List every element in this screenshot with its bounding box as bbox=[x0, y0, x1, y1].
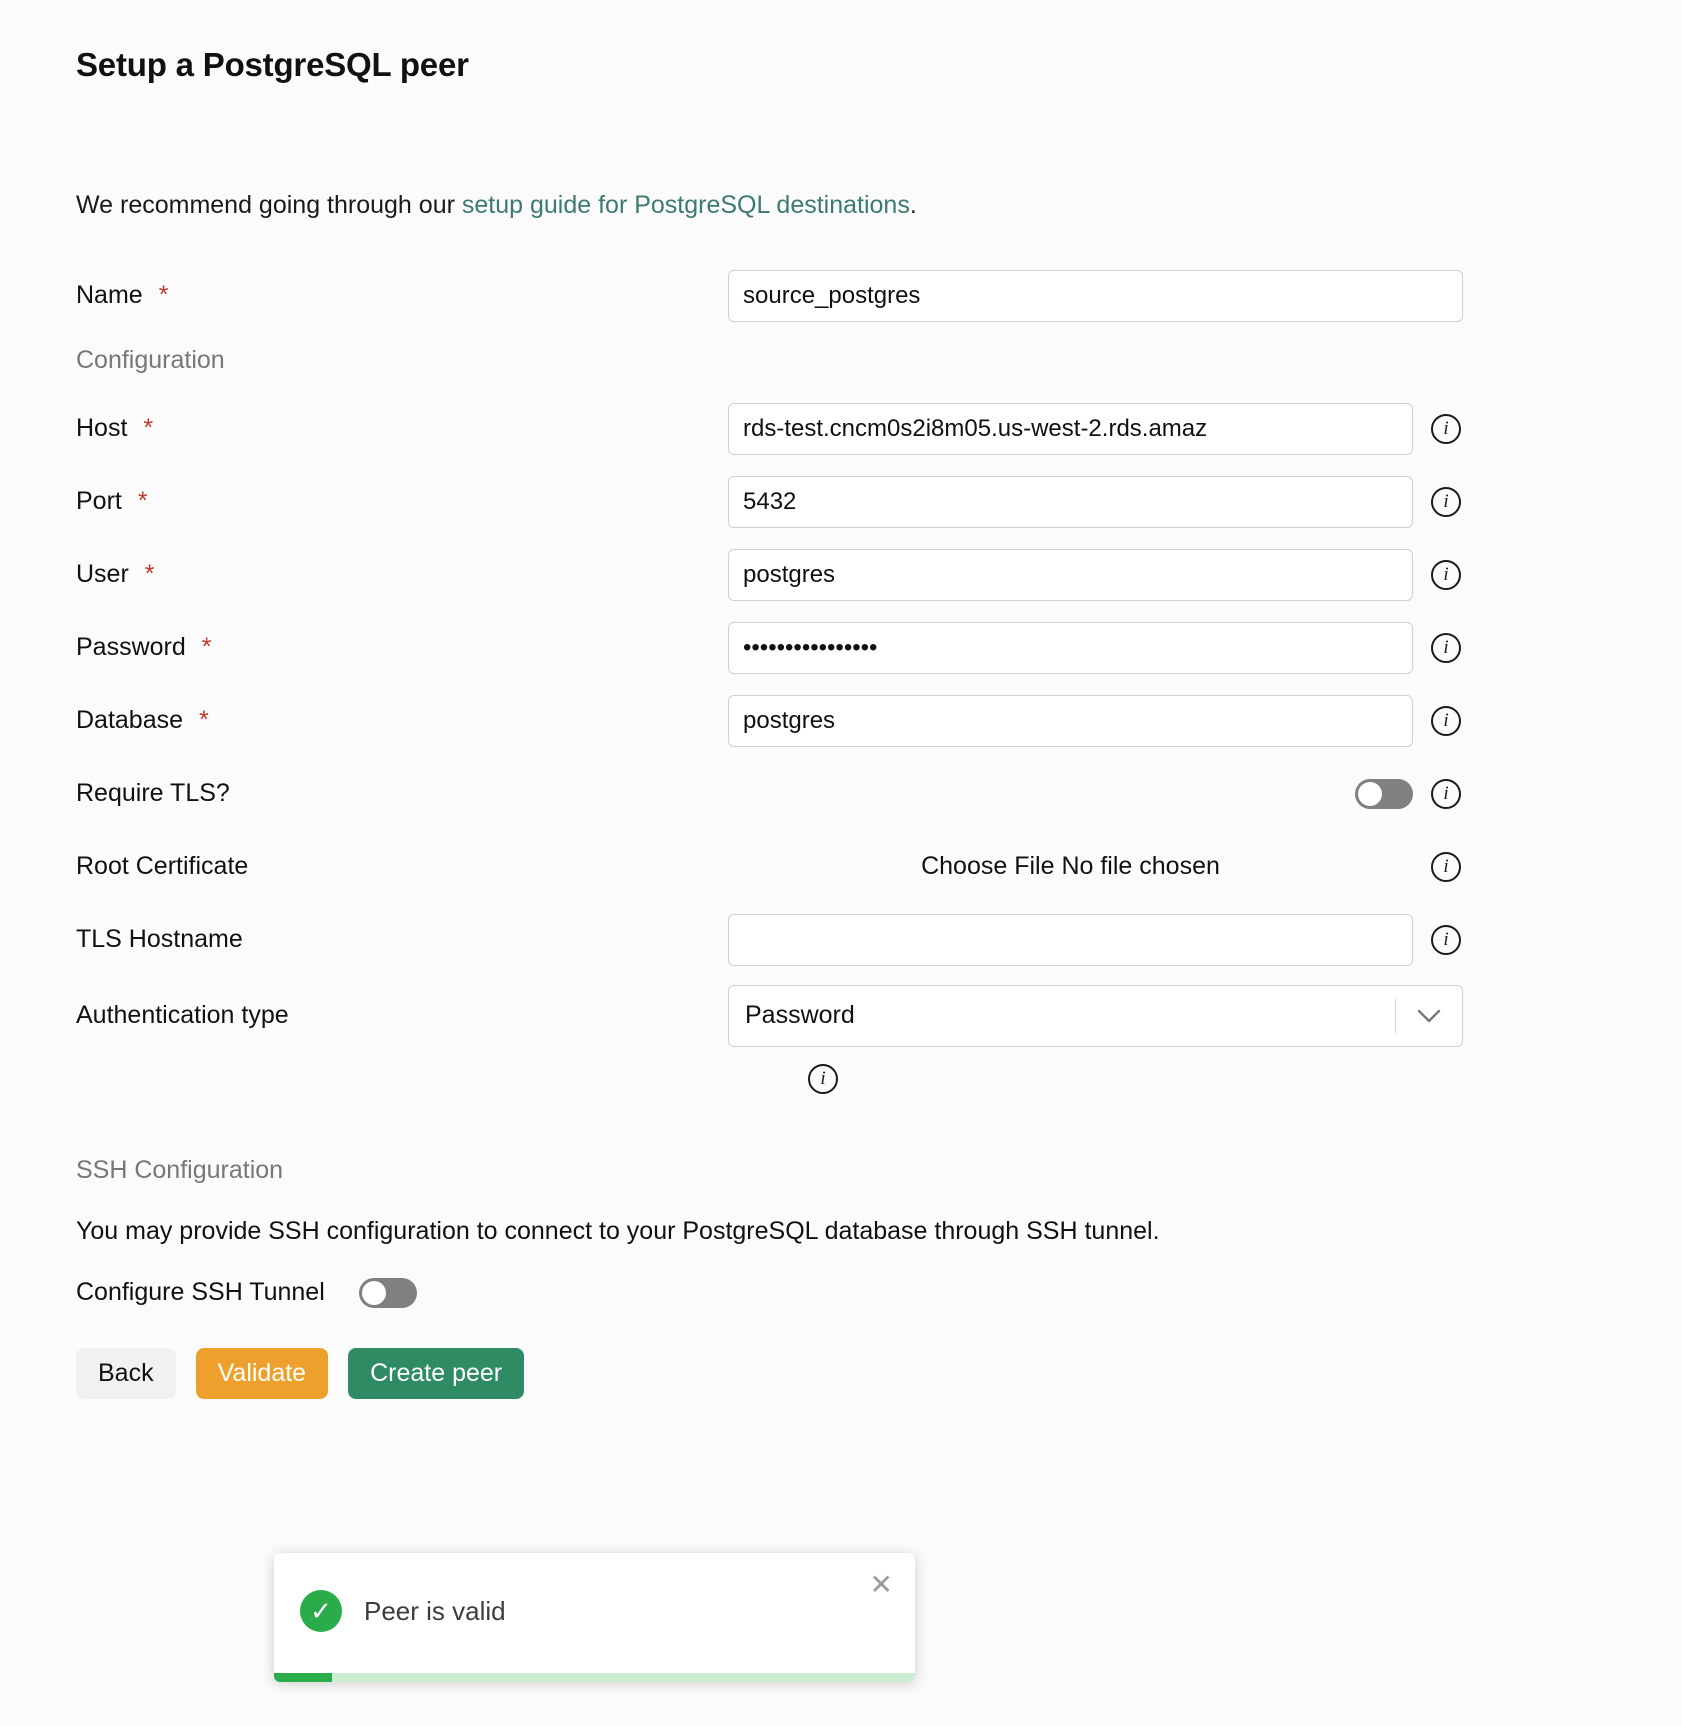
file-status-text: No file chosen bbox=[1061, 852, 1220, 880]
port-label-group bbox=[76, 487, 728, 516]
row-authentication-type bbox=[76, 985, 1606, 1047]
row-user bbox=[76, 547, 1606, 603]
info-icon[interactable]: i bbox=[1431, 779, 1461, 809]
database-label-group bbox=[76, 706, 728, 735]
intro-suffix: . bbox=[909, 191, 917, 219]
info-icon[interactable]: i bbox=[1431, 925, 1461, 955]
configuration-section-label: Configuration bbox=[76, 345, 225, 374]
user-required-asterisk: * bbox=[144, 560, 155, 588]
database-label: Database bbox=[76, 706, 184, 734]
require-tls-toggle[interactable] bbox=[1355, 779, 1413, 809]
database-input[interactable] bbox=[728, 695, 1413, 747]
require-tls-label: Require TLS? bbox=[76, 779, 230, 807]
row-port bbox=[76, 474, 1606, 530]
name-input[interactable] bbox=[728, 270, 1463, 322]
host-required-asterisk: * bbox=[143, 414, 154, 442]
info-icon[interactable]: i bbox=[1431, 633, 1461, 663]
user-field-group bbox=[728, 549, 1461, 601]
authentication-type-info-row bbox=[76, 1064, 1606, 1094]
authentication-type-select[interactable] bbox=[728, 985, 1463, 1047]
database-field-group bbox=[728, 695, 1461, 747]
authentication-type-label: Authentication type bbox=[76, 1001, 289, 1029]
require-tls-toggle-wrap bbox=[728, 779, 1413, 809]
row-host bbox=[76, 401, 1606, 457]
toast-progress-track bbox=[274, 1673, 915, 1682]
ssh-tunnel-toggle-row bbox=[76, 1278, 1606, 1308]
info-icon[interactable]: i bbox=[1431, 706, 1461, 736]
ssh-configuration-heading: SSH Configuration bbox=[76, 1155, 284, 1184]
name-field-group bbox=[728, 270, 1463, 322]
password-label-group bbox=[76, 633, 728, 662]
database-required-asterisk: * bbox=[199, 706, 209, 734]
host-label-group bbox=[76, 414, 728, 443]
chevron-down-icon[interactable] bbox=[1396, 1008, 1462, 1024]
password-field-group bbox=[728, 622, 1461, 674]
peer-form bbox=[76, 268, 1606, 1094]
toast-progress-bar bbox=[274, 1673, 332, 1682]
info-icon[interactable]: i bbox=[808, 1064, 838, 1094]
port-field-group bbox=[728, 476, 1461, 528]
name-label: Name bbox=[76, 281, 143, 309]
require-tls-field-group bbox=[728, 779, 1461, 809]
back-button[interactable]: Back bbox=[76, 1348, 176, 1400]
info-icon[interactable]: i bbox=[1431, 414, 1461, 444]
ssh-tunnel-toggle[interactable] bbox=[359, 1278, 417, 1308]
authentication-type-field-group bbox=[728, 985, 1463, 1047]
tls-hostname-field-group bbox=[728, 914, 1461, 966]
row-password bbox=[76, 620, 1606, 676]
spacer bbox=[76, 1064, 728, 1094]
tls-hostname-input[interactable] bbox=[728, 914, 1413, 966]
name-required-asterisk: * bbox=[158, 281, 169, 309]
choose-file-button[interactable]: Choose File bbox=[921, 852, 1055, 880]
create-peer-button[interactable]: Create peer bbox=[348, 1348, 524, 1400]
row-require-tls bbox=[76, 766, 1606, 822]
name-label-group bbox=[76, 281, 728, 310]
host-label: Host bbox=[76, 414, 128, 442]
host-input[interactable] bbox=[728, 403, 1413, 455]
info-icon[interactable]: i bbox=[1431, 487, 1461, 517]
ssh-tunnel-label: Configure SSH Tunnel bbox=[76, 1278, 325, 1306]
user-label-group bbox=[76, 560, 728, 589]
port-required-asterisk: * bbox=[137, 487, 148, 515]
port-label: Port bbox=[76, 487, 122, 515]
intro-text bbox=[76, 189, 1606, 222]
password-required-asterisk: * bbox=[201, 633, 212, 661]
row-database bbox=[76, 693, 1606, 749]
password-label: Password bbox=[76, 633, 186, 661]
info-icon[interactable]: i bbox=[1431, 852, 1461, 882]
user-label: User bbox=[76, 560, 129, 588]
setup-guide-link[interactable]: setup guide for PostgreSQL destinations bbox=[461, 191, 910, 219]
form-actions bbox=[76, 1348, 1606, 1400]
validate-button[interactable]: Validate bbox=[196, 1348, 329, 1400]
password-input[interactable] bbox=[728, 622, 1413, 674]
page-title: Setup a PostgreSQL peer bbox=[76, 46, 469, 83]
root-certificate-field-group bbox=[728, 852, 1461, 882]
success-check-icon: ✓ bbox=[300, 1590, 342, 1632]
user-input[interactable] bbox=[728, 549, 1413, 601]
info-icon[interactable]: i bbox=[1431, 560, 1461, 590]
toast-message: Peer is valid bbox=[364, 1595, 506, 1626]
root-certificate-file-input[interactable] bbox=[728, 852, 1413, 881]
toast-body bbox=[274, 1553, 915, 1673]
root-certificate-label: Root Certificate bbox=[76, 852, 249, 880]
tls-hostname-label: TLS Hostname bbox=[76, 925, 243, 953]
toast-notification bbox=[274, 1553, 915, 1682]
intro-prefix: We recommend going through our bbox=[76, 191, 462, 219]
ssh-configuration-description: You may provide SSH configuration to connect to your PostgreSQL database through SSH tunnel. bbox=[76, 1216, 1160, 1245]
row-name bbox=[76, 268, 1606, 324]
port-input[interactable] bbox=[728, 476, 1413, 528]
row-tls-hostname bbox=[76, 912, 1606, 968]
close-icon[interactable]: ✕ bbox=[869, 1569, 893, 1600]
authentication-type-value: Password bbox=[745, 1001, 855, 1029]
host-field-group bbox=[728, 403, 1461, 455]
row-root-certificate bbox=[76, 839, 1606, 895]
